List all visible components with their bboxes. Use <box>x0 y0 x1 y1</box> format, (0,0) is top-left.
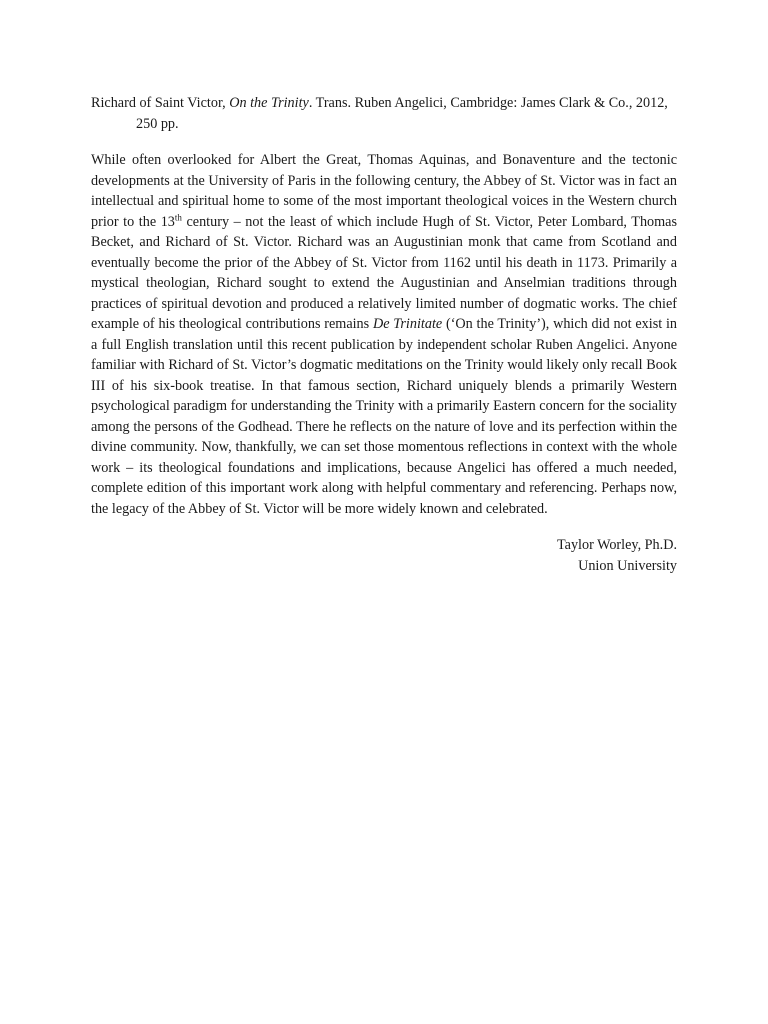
ordinal-superscript: th <box>174 211 182 222</box>
review-body <box>91 150 677 519</box>
citation-pages: 250 pp. <box>136 115 179 132</box>
reviewer-name: Taylor Worley, Ph.D. <box>556 537 677 553</box>
review-italic-title: De Trinitate <box>372 316 443 332</box>
reviewer-signature <box>91 535 677 576</box>
review-text-part-3: (‘On the Trinity’), which did not exist in a full English translation until this recent publication by independent scholar Ruben Angelici. Anyone familiar with Richard of St. Victor’s dogmatic meditations on the Trinity would likely only recall Book III of his six-book treatise. In that famous section, Richard uniquely blends a primarily Western psychological paradigm for understanding the Trinity with a primarily Eastern concern for the sociality among the persons of the Godhead. There he reflects on the nature of love and its perfection within the divine community. Now, thankfully, we can set those momentous reflections in context with the whole work – its theological foundations and implications, because Angelici has offered a much needed, complete edition of this important work along with helpful commentary and referencing. Perhaps now, the legacy of the Abbey of St. Victor will be more widely known and celebrated. <box>91 316 677 517</box>
citation-title: On the Trinity <box>229 95 309 111</box>
citation-publication: . Trans. Ruben Angelici, Cambridge: James Clark & Co., 2012, <box>308 95 668 111</box>
citation-author: Richard of Saint Victor, <box>91 95 230 111</box>
book-citation <box>91 93 677 134</box>
document-page <box>91 93 677 576</box>
review-text-part-1: While often overlooked for Albert the Great, Thomas Aquinas, and Bonaventure and the tectonic developments at the University of Paris in the following century, the Abbey of St. Victor was in fact an intellectual and spiritual home to some of the most important theological voices in the Western church prior to the 13 <box>91 152 677 230</box>
review-text-part-2: century – not the least of which include Hugh of St. Victor, Peter Lombard, Thomas Becket, and Richard of St. Victor. Richard was an Augustinian monk that came from Scotland and eventually become the prior of the Abbey of St. Victor from 1162 until his death in 1173. Primarily a mystical theologian, Richard sought to extend the Augustinian and Anselmian traditions through practices of spiritual devotion and produced a relatively limited number of dogmatic works. The chief example of his theological contributions remains <box>91 213 677 332</box>
reviewer-affiliation: Union University <box>578 557 677 574</box>
